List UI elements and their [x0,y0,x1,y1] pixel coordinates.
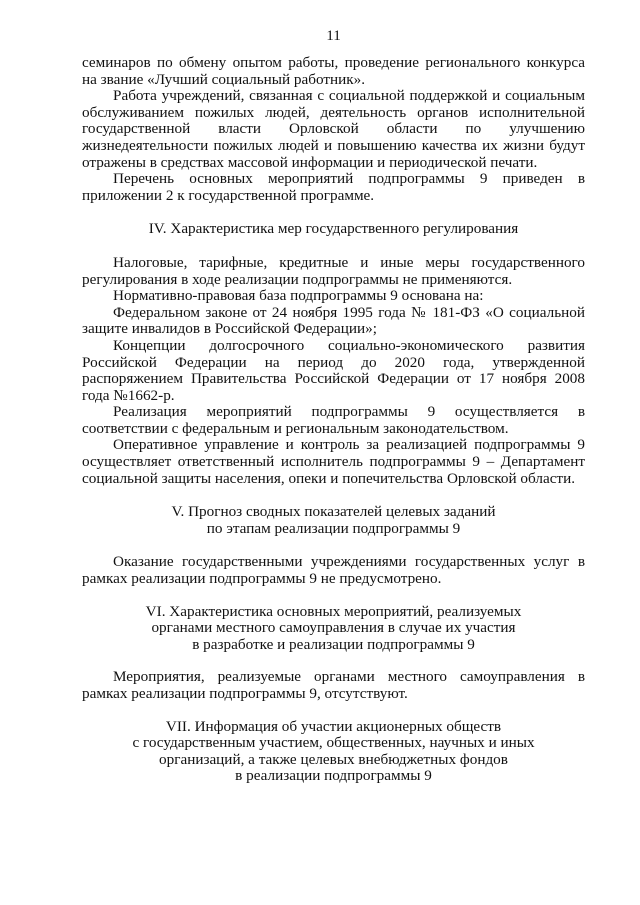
heading-line: с государственным участием, общественных, научных и иных [132,734,535,752]
heading-line: VII. Информация об участии акционерных обществ [165,717,502,735]
section-heading-vii [82,719,585,785]
heading-line: в реализации подпрограммы 9 [235,767,432,785]
paragraph-implementation: Реализация мероприятий подпрограммы 9 осуществляется в соответствии с федеральным и региональным законодательством. [82,403,585,437]
paragraph-federal-law: Федеральном законе от 24 ноября 1995 года № 181-ФЗ «О социальной защите инвалидов в Российской Федерации»; [82,303,585,338]
heading-line: организаций, а также целевых внебюджетных фондов [159,750,508,768]
paragraph-state-services: Оказание государственными учреждениями государственных услуг в рамках реализации подпрограммы 9 не предусмотрено. [82,553,585,588]
paragraph-activities-list: Перечень основных мероприятий подпрограммы 9 приведен в приложении 2 к государственной программе. [82,170,585,204]
section-heading-iv: IV. Характеристика мер государственного регулирования [148,220,519,238]
paragraph-local-government: Мероприятия, реализуемые органами местного самоуправления в рамках реализации подпрограммы 9, отсутствуют. [82,668,585,702]
section-heading-vi [82,604,585,654]
heading-line: по этапам реализации подпрограммы 9 [206,519,461,537]
heading-line: V. Прогноз сводных показателей целевых заданий [171,503,496,521]
document-page [82,28,585,785]
paragraph-regulation-measures: Налоговые, тарифные, кредитные и иные меры государственного регулирования в ходе реализации подпрограммы не применяются. [82,253,585,288]
section-heading-v [82,504,585,537]
page-number: 11 [326,27,341,44]
paragraph-management: Оперативное управление и контроль за реализацией подпрограммы 9 осуществляет ответственный исполнитель подпрограммы 9 – Департамент социальной защиты населения, опеки и попечительства Орловской области. [82,436,585,487]
heading-line: VI. Характеристика основных мероприятий, реализуемых [145,602,522,620]
paragraph-media-coverage: Работа учреждений, связанная с социальной поддержкой и социальным обслуживанием пожилых людей, деятельность органов исполнительной государственной власти Орловской области по улучшению жизнедеятельности пожилых людей и повышению качества их жизни будут отражены в средствах массовой информации и периодической печати. [82,87,585,171]
paragraph-concept: Концепции долгосрочного социально-экономического развития Российской Федерации на период до 2020 года, утвержденной распоряжением Правительства Российской Федерации от 17 ноября 2008 года №1662-р. [82,336,585,404]
heading-line: в разработке и реализации подпрограммы 9 [192,635,475,653]
paragraph-contest: семинаров по обмену опытом работы, проведение регионального конкурса на звание «Лучший социальный работник». [82,54,585,88]
paragraph-legal-basis: Нормативно-правовая база подпрограммы 9 основана на: [113,287,484,305]
heading-line: органами местного самоуправления в случае их участия [151,619,516,637]
